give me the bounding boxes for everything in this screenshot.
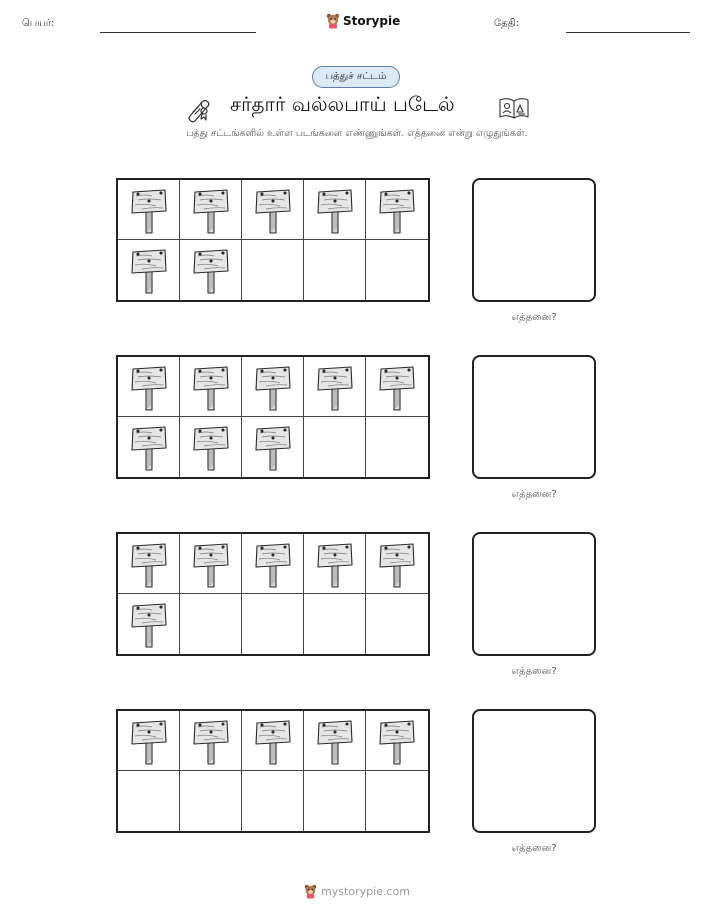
wooden-signpost-icon: [254, 716, 292, 766]
wooden-signpost-icon: [316, 539, 354, 589]
wooden-signpost-icon: [254, 185, 292, 235]
frame-cell: [366, 240, 428, 300]
frame-cell: [180, 534, 242, 594]
frame-cell: [118, 417, 180, 477]
frame-cell: [366, 534, 428, 594]
footer: [0, 884, 714, 899]
frame-cell: [304, 417, 366, 477]
frame-cell: [242, 417, 304, 477]
wooden-signpost-icon: [130, 599, 168, 649]
page-title: சர்தார் வல்லபாய் படேல்: [230, 92, 455, 116]
ten-frame-3: [116, 532, 430, 656]
frame-cell: [118, 240, 180, 300]
frame-cell: [304, 180, 366, 240]
wooden-signpost-icon: [192, 539, 230, 589]
how-many-label-2: எத்தனை?: [511, 489, 557, 500]
wooden-signpost-icon: [130, 245, 168, 295]
ten-frame-1: [116, 178, 430, 302]
book-icon: [498, 96, 530, 120]
date-label: தேதி:: [494, 18, 520, 29]
instructions: பத்து சட்டங்களில் உள்ள படங்களை எண்ணுங்கள். எத்தனை என்று எழுதுங்கள்.: [186, 128, 528, 139]
frame-cell: [180, 594, 242, 654]
answer-box-2[interactable]: [472, 355, 596, 479]
frame-cell: [180, 240, 242, 300]
wooden-signpost-icon: [192, 422, 230, 472]
frame-cell: [118, 534, 180, 594]
scroll-icon: [184, 94, 214, 124]
how-many-label-4: எத்தனை?: [511, 843, 557, 854]
how-many-label-1: எத்தனை?: [511, 312, 557, 323]
wooden-signpost-icon: [316, 716, 354, 766]
frame-cell: [242, 180, 304, 240]
frame-cell: [242, 534, 304, 594]
frame-cell: [242, 594, 304, 654]
frame-cell: [242, 240, 304, 300]
wooden-signpost-icon: [192, 185, 230, 235]
frame-cell: [366, 357, 428, 417]
bear-mascot-icon: [326, 13, 340, 29]
brand-name: Storypie: [343, 14, 401, 28]
date-line[interactable]: [566, 32, 690, 33]
wooden-signpost-icon: [130, 422, 168, 472]
frame-cell: [366, 417, 428, 477]
answer-box-3[interactable]: [472, 532, 596, 656]
wooden-signpost-icon: [254, 362, 292, 412]
frame-cell: [304, 711, 366, 771]
wooden-signpost-icon: [378, 362, 416, 412]
name-line[interactable]: [100, 32, 256, 33]
frame-cell: [304, 534, 366, 594]
answer-box-4[interactable]: [472, 709, 596, 833]
wooden-signpost-icon: [316, 362, 354, 412]
wooden-signpost-icon: [378, 539, 416, 589]
ten-frame-2: [116, 355, 430, 479]
frame-cell: [304, 594, 366, 654]
frame-cell: [180, 357, 242, 417]
title-row: [0, 90, 714, 126]
brand-logo: [326, 13, 400, 29]
frame-cell: [118, 771, 180, 831]
wooden-signpost-icon: [192, 362, 230, 412]
name-label: பெயர்:: [22, 18, 55, 29]
topic-badge: பத்துச் சட்டம்: [312, 66, 400, 88]
frame-cell: [180, 417, 242, 477]
wooden-signpost-icon: [378, 716, 416, 766]
frame-cell: [304, 357, 366, 417]
frame-cell: [242, 357, 304, 417]
wooden-signpost-icon: [316, 185, 354, 235]
frame-cell: [118, 357, 180, 417]
frame-cell: [180, 711, 242, 771]
answer-box-1[interactable]: [472, 178, 596, 302]
wooden-signpost-icon: [130, 185, 168, 235]
wooden-signpost-icon: [192, 716, 230, 766]
wooden-signpost-icon: [254, 422, 292, 472]
wooden-signpost-icon: [254, 539, 292, 589]
wooden-signpost-icon: [378, 185, 416, 235]
frame-cell: [366, 711, 428, 771]
ten-frame-4: [116, 709, 430, 833]
wooden-signpost-icon: [130, 539, 168, 589]
how-many-label-3: எத்தனை?: [511, 666, 557, 677]
frame-cell: [366, 771, 428, 831]
wooden-signpost-icon: [192, 245, 230, 295]
frame-cell: [180, 771, 242, 831]
footer-url: mystorypie.com: [321, 885, 410, 898]
frame-cell: [242, 771, 304, 831]
frame-cell: [180, 180, 242, 240]
frame-cell: [304, 771, 366, 831]
frame-cell: [118, 180, 180, 240]
frame-cell: [366, 180, 428, 240]
wooden-signpost-icon: [130, 362, 168, 412]
frame-cell: [118, 711, 180, 771]
frame-cell: [304, 240, 366, 300]
bear-mascot-icon: [304, 884, 317, 899]
frame-cell: [242, 711, 304, 771]
frame-cell: [118, 594, 180, 654]
frame-cell: [366, 594, 428, 654]
wooden-signpost-icon: [130, 716, 168, 766]
